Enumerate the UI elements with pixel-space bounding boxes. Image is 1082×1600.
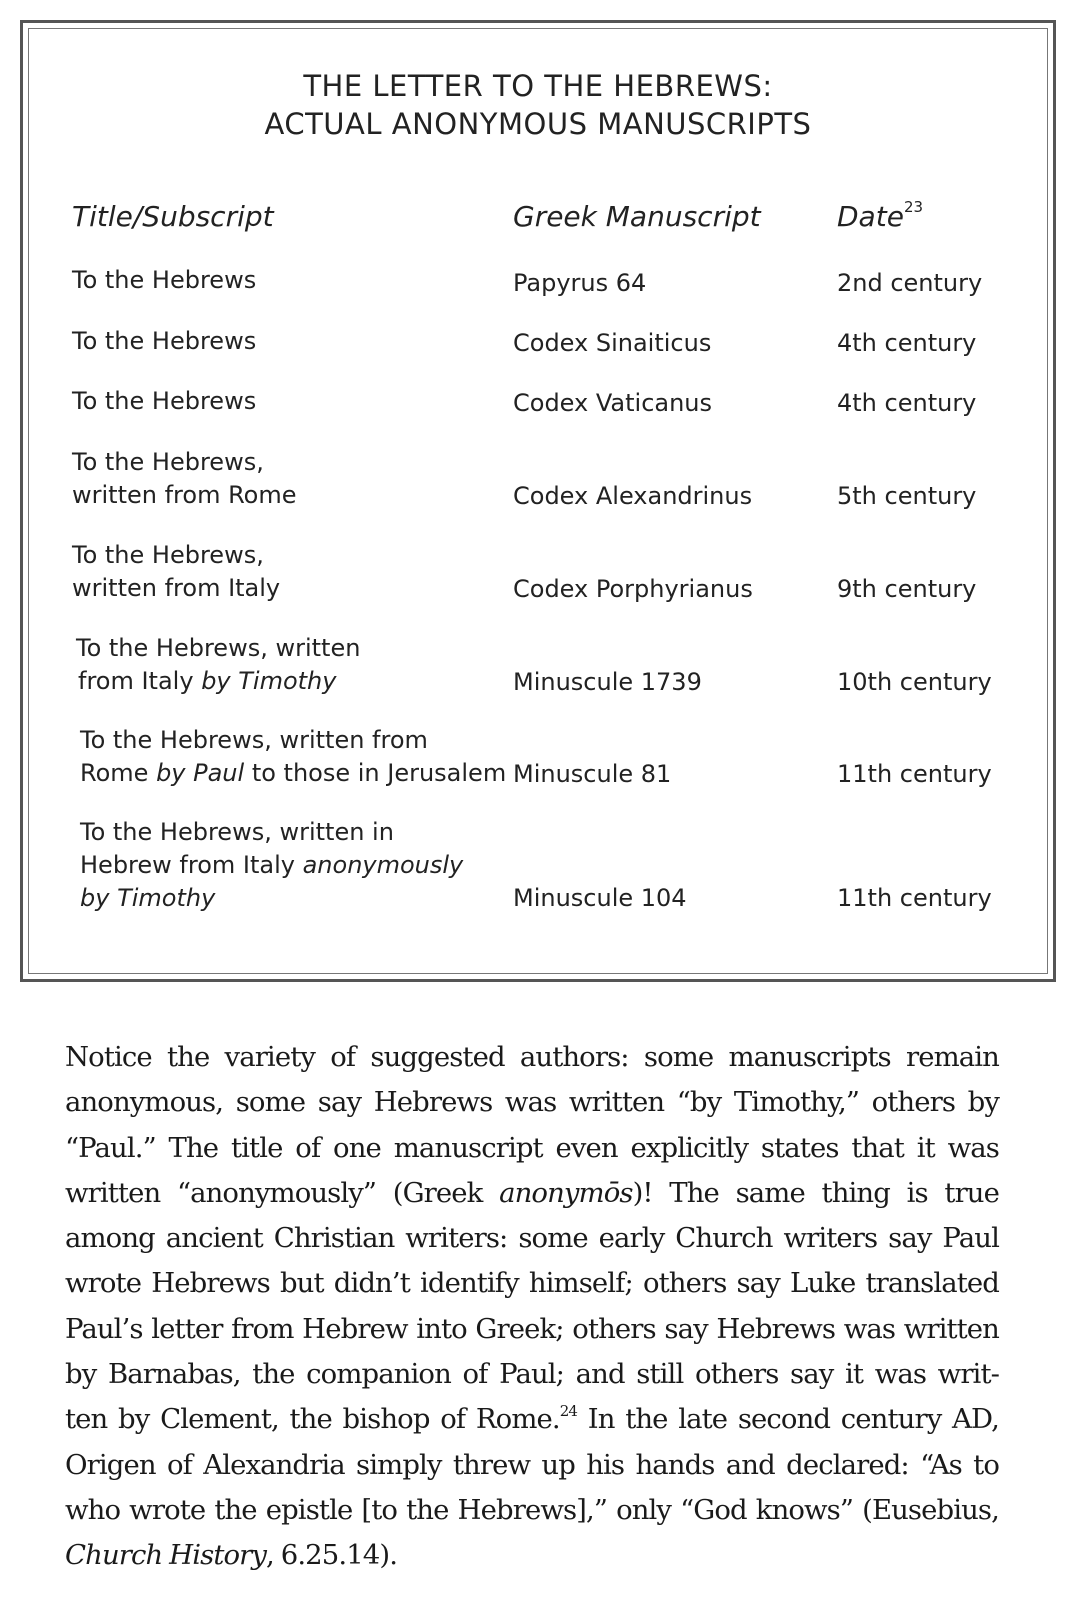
box-title-line-2: ACTUAL ANONYMOUS MANUSCRIPTS [264, 107, 812, 141]
row-7-title-line-1: To the Hebrews, written from [80, 726, 428, 754]
row-8-title-line-2 [80, 849, 463, 882]
row-4-date: 5th century [837, 482, 977, 510]
row-5-title-line-1: To the Hebrews, [72, 541, 264, 569]
table-frame [20, 20, 1056, 982]
row-7-title-tail: to those in Jerusalem [244, 759, 507, 787]
paragraph-line-11: who wrote the epistle [to the Hebrews],” only “God knows” (Eusebius, [65, 1493, 999, 1526]
row-2-title: To the Hebrews [72, 327, 257, 355]
paragraph-line-12-end: , 6.25.14). [266, 1539, 398, 1572]
header-date-label: Date [837, 200, 904, 233]
book-title-church-history: Church History [65, 1539, 267, 1572]
row-8-title-line-3: by Timothy [80, 884, 216, 912]
row-8-date: 11th century [837, 884, 992, 912]
row-7-title-plain: Rome [80, 759, 157, 787]
paragraph-line-4-start: written “anonymously” (Greek [65, 1176, 500, 1209]
row-7-date: 11th century [837, 760, 992, 788]
row-1-date: 2nd century [837, 269, 983, 297]
paragraph-line-12 [65, 1533, 999, 1578]
row-5-date: 9th century [837, 575, 977, 603]
row-6-title-italic: by Timothy [201, 667, 337, 695]
row-3-date: 4th century [837, 389, 977, 417]
row-3-manuscript: Codex Vaticanus [513, 389, 713, 417]
paragraph-line-4-end: )! The same thing is true [632, 1176, 999, 1209]
paragraph-line-8: by Barnabas, the companion of Paul; and still others say it was writ- [65, 1358, 999, 1391]
row-4-title-line-1: To the Hebrews, [72, 448, 264, 476]
paragraph-line-6: wrote Hebrews but didn’t identify himself; others say Luke translated [65, 1267, 999, 1300]
paragraph-line-1: Notice the variety of suggested authors: some manuscripts remain [65, 1041, 999, 1073]
row-6-manuscript: Minuscule 1739 [513, 668, 702, 696]
header-date [837, 199, 923, 235]
row-2-manuscript: Codex Sinaiticus [513, 329, 712, 357]
row-8-title-plain: Hebrew from Italy [80, 851, 303, 879]
row-7-title-line-2 [80, 757, 506, 790]
paragraph-line-9-start: ten by Clement, the bishop of Rome. [65, 1403, 560, 1436]
row-7-title-italic: by Paul [156, 759, 245, 787]
row-8-title-line-1: To the Hebrews, written in [80, 818, 394, 846]
box-title [29, 67, 1047, 143]
row-6-date: 10th century [837, 668, 992, 696]
row-2-date: 4th century [837, 329, 977, 357]
row-4-manuscript: Codex Alexandrinus [513, 482, 753, 510]
paragraph-line-4 [65, 1171, 999, 1216]
row-8-manuscript: Minuscule 104 [513, 884, 687, 912]
header-greek-manuscript: Greek Manuscript [513, 200, 761, 233]
paragraph-line-9 [65, 1397, 999, 1442]
box-title-line-1: THE LETTER TO THE HEBREWS: [303, 69, 773, 103]
row-4-title-line-2: written from Rome [72, 481, 297, 509]
paragraph-line-3: “Paul.” The title of one manuscript even explicitly states that it was [65, 1131, 999, 1164]
paragraph-line-9-end: In the late second century AD, [577, 1403, 999, 1436]
footnote-ref-23: 23 [903, 198, 924, 216]
row-1-title: To the Hebrews [72, 266, 257, 294]
row-5-manuscript: Codex Porphyrianus [513, 575, 753, 603]
paragraph-line-2: anonymous, some say Hebrews was written “by Timothy,” others by [65, 1086, 999, 1119]
footnote-ref-24: 24 [559, 1402, 578, 1421]
body-paragraph [65, 1035, 999, 1579]
paragraph-line-5: among ancient Christian writers: some early Church writers say Paul [65, 1222, 999, 1255]
paragraph-line-7: Paul’s letter from Hebrew into Greek; others say Hebrews was written [65, 1312, 999, 1345]
row-8-title-italic: anonymously [302, 851, 464, 879]
row-3-title: To the Hebrews [72, 387, 257, 415]
row-6-title-line-2 [78, 665, 336, 698]
row-7-manuscript: Minuscule 81 [513, 760, 672, 788]
row-6-title-plain: from Italy [78, 667, 202, 695]
header-title-subscript: Title/Subscript [72, 200, 274, 233]
greek-term: anonymōs [499, 1176, 633, 1209]
row-5-title-line-2: written from Italy [72, 574, 281, 602]
paragraph-line-10: Origen of Alexandria simply threw up his hands and declared: “As to [65, 1448, 999, 1481]
table-frame-inner [28, 28, 1048, 974]
row-6-title-line-1: To the Hebrews, written [76, 634, 361, 662]
row-1-manuscript: Papyrus 64 [513, 269, 647, 297]
